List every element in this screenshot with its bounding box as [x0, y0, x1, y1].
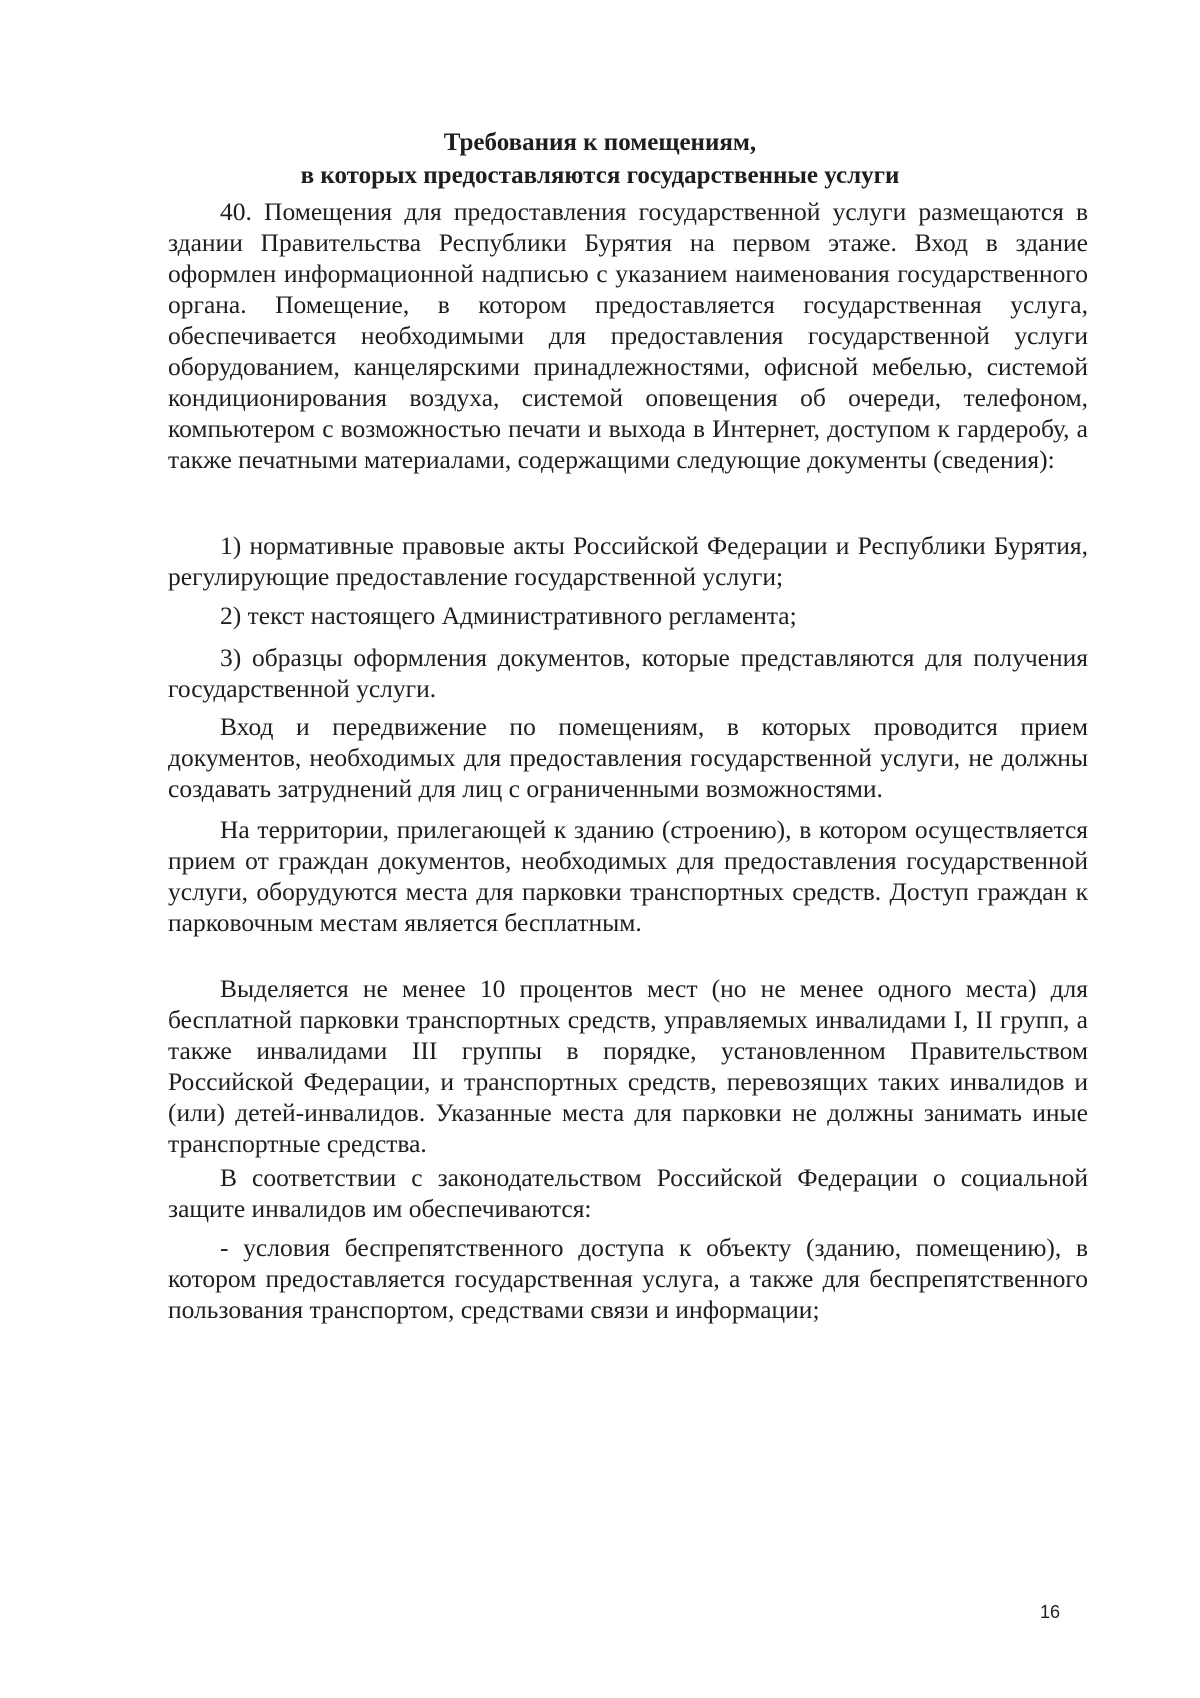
paragraph-40: 40. Помещения для предоставления государственной услуги размещаются в здании Правительства Республики Бурятия на первом этаже. Вход в здание оформлен информационной надписью с указанием наименования государственного органа. Помещение, в котором предоставляется государственная услуга, обеспечивается необходимыми для предоставления государственной услуги оборудованием, канцелярскими принадлежностями, офисной мебелью, системой кондиционирования воздуха, системой оповещения об очереди, телефоном, компьютером с возможностью печати и выхода в Интернет, доступом к гардеробу, а также печатными материалами, содержащими следующие документы (сведения):: [168, 197, 1088, 474]
paragraph-law: В соответствии с законодательством Российской Федерации о социальной защите инвалидов им обеспечиваются:: [168, 1163, 1088, 1223]
list-item-1: 1) нормативные правовые акты Российской Федерации и Республики Бурятия, регулирующие предоставление государственной услуги;: [168, 531, 1088, 591]
paragraph-entry: Вход и передвижение по помещениям, в которых проводится прием документов, необходимых для предоставления государственной услуги, не должны создавать затруднений для лиц с ограниченными возможностями.: [168, 712, 1088, 803]
paragraph-parking: На территории, прилегающей к зданию (строению), в котором осуществляется прием от граждан документов, необходимых для предоставления государственной услуги, оборудуются места для парковки транспортных средств. Доступ граждан к парковочным местам является бесплатным.: [168, 815, 1088, 937]
bullet-item: - условия беспрепятственного доступа к объекту (зданию, помещению), в котором предоставляется государственная услуга, а также для беспрепятственного пользования транспортом, средствами связи и информации;: [168, 1233, 1088, 1324]
heading-line-1: Требования к помещениям,: [443, 129, 757, 156]
page-number: 16: [1040, 1602, 1061, 1622]
heading-line-2: в которых предоставляются государственные услуги: [300, 162, 900, 189]
paragraph-disabled-parking: Выделяется не менее 10 процентов мест (но не менее одного места) для бесплатной парковки транспортных средств, управляемых инвалидами I, II групп, а также инвалидами III группы в порядке, установленном Правительством Российской Федерации, и транспортных средств, перевозящих таких инвалидов и (или) детей-инвалидов. Указанные места для парковки не должны занимать иные транспортные средства.: [168, 974, 1088, 1158]
list-item-2: 2) текст настоящего Административного регламента;: [220, 601, 797, 630]
section-heading: [150, 126, 1050, 192]
list-item-3: 3) образцы оформления документов, которые представляются для получения государственной услуги.: [168, 643, 1088, 703]
